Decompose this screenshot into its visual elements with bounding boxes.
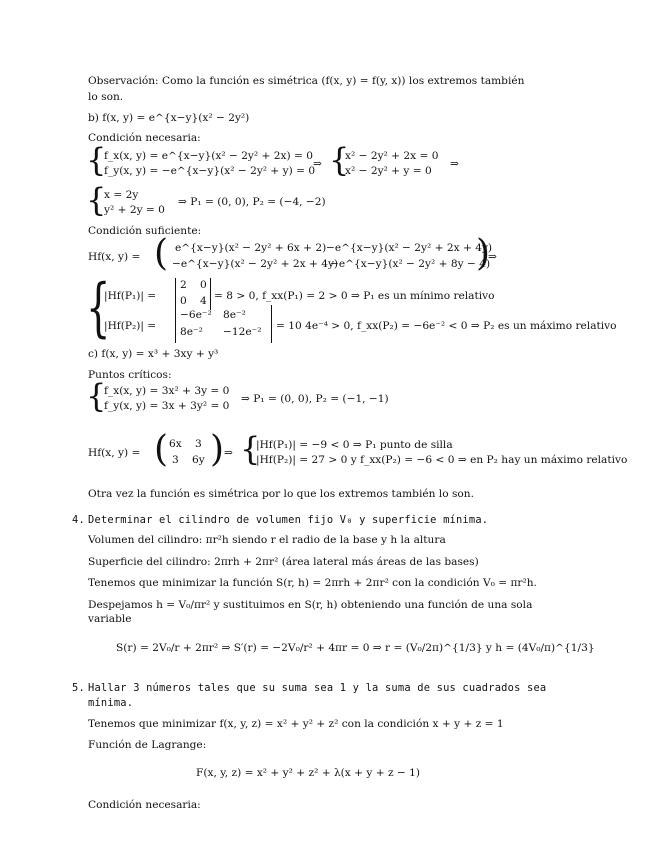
text-line: Tenemos que minimizar la función S(r, h) = 2πrh + 2πr² con la condición V₀ = πr²h. [88,577,537,589]
system-brace: { [86,377,107,415]
display-formula: S(r) = 2V₀/r + 2πr² ⇒ S′(r) = −2V₀/r² + 4πr = 0 ⇒ r = (V₀/2π)^{1/3} y h = (4V₀/π)^{1/3} [116,642,595,654]
matrix-cell: 3 [172,454,179,466]
matrix-cell: −12e⁻² [223,326,262,338]
matrix-cell: 3 [195,438,202,450]
matrix-cell: 2 [180,279,187,291]
matrix-left-paren: ( [154,429,169,470]
system-brace: { [86,141,107,179]
matrix-cell: 4 [200,295,207,307]
equation: x² − 2y² + 2x = 0 [345,150,439,162]
part-c-header: c) f(x, y) = x³ + 3xy + y³ [88,348,219,360]
matrix-cell: 6y [192,454,205,466]
text-line: Superficie del cilindro: 2πrh + 2πr² (área lateral más áreas de las bases) [88,556,479,568]
problem-statement: Determinar el cilindro de volumen fijo V₀ y superficie mínima. [88,514,489,526]
determinant-p1-rhs: = 8 > 0, f_xx(P₁) = 2 > 0 ⇒ P₁ es un mínimo relativo [214,290,495,302]
equation: x² − 2y² + y = 0 [345,165,432,177]
equation: f_y(x, y) = −e^{x−y}(x² − 2y² + y) = 0 [104,165,316,177]
part-b-header: b) f(x, y) = e^{x−y}(x² − 2y²) [88,112,250,124]
system-brace: { [86,181,107,219]
text-line: Volumen del cilindro: πr²h siendo r el radio de la base y h la altura [88,534,446,546]
text-line: Despejamos h = V₀/πr² y sustituimos en S(r, h) obteniendo una función de una sola [88,599,533,611]
determinant-bar [271,305,272,343]
equation: f_x(x, y) = e^{x−y}(x² − 2y² + 2x) = 0 [104,150,313,162]
result-line: |Hf(P₂)| = 27 > 0 y f_xx(P₂) = −6 < 0 ⇒ en P₂ hay un máximo relativo [256,454,628,466]
hessian-lhs: Hf(x, y) = [88,251,141,263]
implies-arrow: ⇒ [450,158,459,170]
matrix-cell: 0 [200,279,207,291]
matrix-cell: −6e⁻² [180,309,212,321]
determinant-bar [175,305,176,343]
matrix-right-paren: ) [210,429,225,470]
determinant-p2-rhs: = 10 4e⁻⁴ > 0, f_xx(P₂) = −6e⁻² < 0 ⇒ P₂ es un máximo relativo [276,320,617,332]
text-line: Función de Lagrange: [88,739,207,751]
critical-points-label: Puntos críticos: [88,369,172,381]
intro-line-1: Observación: Como la función es simétrica (f(x, y) = f(y, x)) los extremos también [88,75,525,87]
critical-points-result: ⇒ P₁ = (0, 0), P₂ = (−1, −1) [241,393,389,405]
determinant-bar [210,278,211,310]
determinant-p2-lhs: |Hf(P₂)| = [104,320,157,332]
closing-remark: Otra vez la función es simétrica por lo que los extremos también lo son. [88,488,474,500]
equation: y² + 2y = 0 [104,204,165,216]
problem-number: 5. [72,682,85,694]
matrix-cell: 0 [180,295,187,307]
matrix-cell: −e^{x−y}(x² − 2y² + 8y − 4) [330,258,491,270]
implies-arrow: ⇒ [488,251,497,263]
matrix-right-paren: ) [476,233,491,274]
implies-arrow: ⇒ [313,158,322,170]
problem-number: 4. [72,514,85,526]
necessary-condition-label: Condición necesaria: [88,132,201,144]
result-line: |Hf(P₁)| = −9 < 0 ⇒ P₁ punto de silla [256,439,453,451]
equation: f_x(x, y) = 3x² + 3y = 0 [104,385,230,397]
text-line: Tenemos que minimizar f(x, y, z) = x² + y² + z² con la condición x + y + z = 1 [88,718,504,730]
implies-arrow: ⇒ [224,447,233,459]
matrix-cell: −e^{x−y}(x² − 2y² + 2x + 4y) [172,258,339,270]
problem-statement: Hallar 3 números tales que su suma sea 1 y la suma de sus cuadrados sea [88,682,547,694]
display-formula: F(x, y, z) = x² + y² + z² + λ(x + y + z − 1) [196,767,421,779]
system-brace: { [329,141,350,179]
matrix-cell: −e^{x−y}(x² − 2y² + 2x + 4y) [326,242,493,254]
necessary-condition-label: Condición necesaria: [88,799,201,811]
equation: x = 2y [104,189,139,201]
hessian-lhs: Hf(x, y) = [88,447,141,459]
system-brace: { [240,430,261,468]
intro-line-2: lo son. [88,91,124,103]
matrix-cell: 8e⁻² [180,326,203,338]
system-brace: { [86,271,111,345]
matrix-left-paren: ( [154,233,169,274]
sufficient-condition-label: Condición suficiente: [88,225,202,237]
text-line: variable [88,613,132,625]
critical-points-result: ⇒ P₁ = (0, 0), P₂ = (−4, −2) [178,196,326,208]
equation: f_y(x, y) = 3x + 3y² = 0 [104,400,230,412]
matrix-cell: 6x [169,438,182,450]
determinant-p1-lhs: |Hf(P₁)| = [104,290,157,302]
matrix-cell: 8e⁻² [223,309,246,321]
matrix-cell: e^{x−y}(x² − 2y² + 6x + 2) [175,242,327,254]
problem-statement: mínima. [88,697,134,709]
